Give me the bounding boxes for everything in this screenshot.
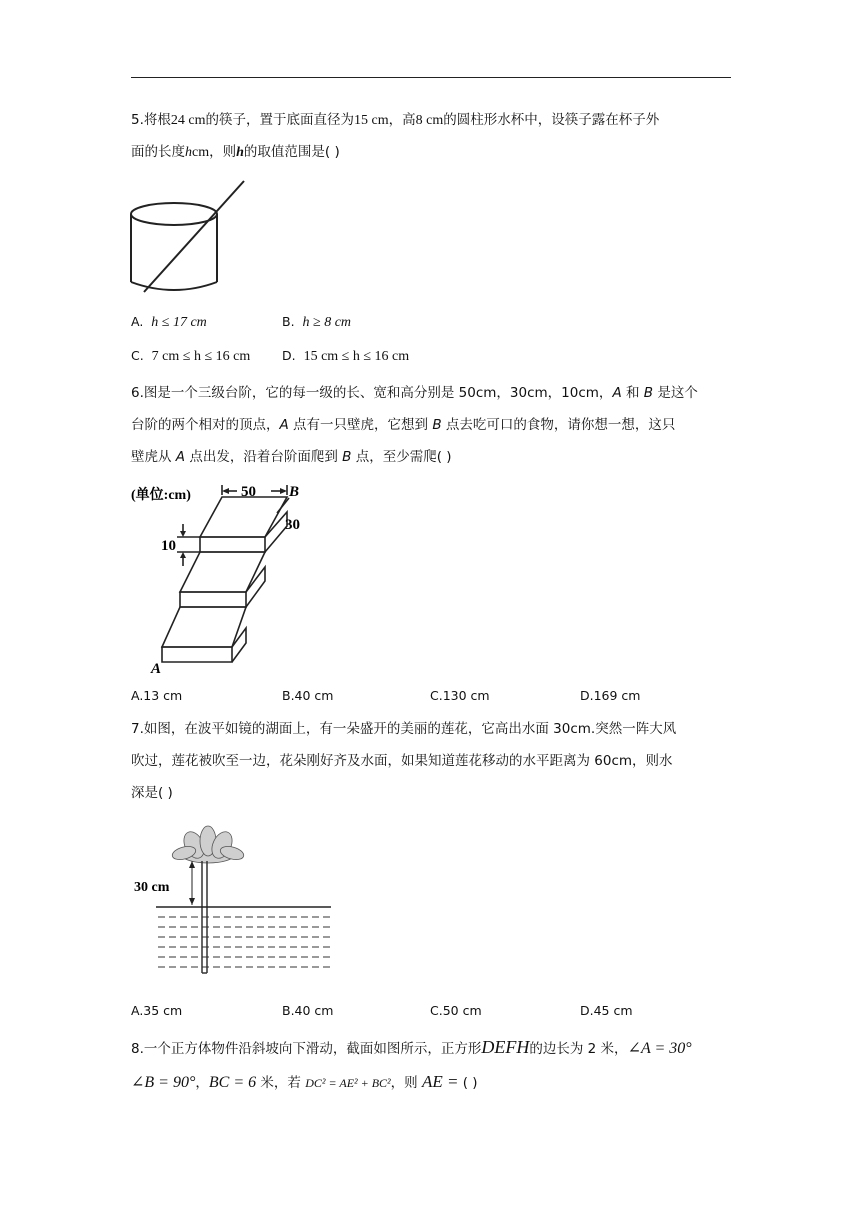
q7-option-d[interactable]: D.45 cm xyxy=(580,1003,633,1018)
text: 面的长度 xyxy=(131,144,185,160)
text: 台阶的两个相对的顶点， xyxy=(131,417,280,433)
option-value: h ≥ 8 cm xyxy=(302,315,352,330)
math: ∠B = 90° xyxy=(131,1074,196,1091)
math: 8 cm xyxy=(415,113,444,128)
q5-line1 xyxy=(131,108,731,133)
text: 6.图是一个三级台阶，它的每一级的长、宽和高分别是 50cm，30cm，10cm， xyxy=(131,385,613,401)
math: cm xyxy=(192,145,210,160)
text: 点出发，沿着台阶面爬到 xyxy=(185,449,343,465)
q6-line2 xyxy=(131,413,731,438)
q7-line2: 吹过，莲花被吹至一边，花朵刚好齐及水面，如果知道莲花移动的水平距离为 60cm，则水 xyxy=(131,753,673,769)
option-value: 15 cm ≤ h ≤ 16 cm xyxy=(303,349,410,364)
math: AE = xyxy=(421,1072,459,1091)
point-a-label: A xyxy=(151,661,162,675)
q6-option-c[interactable]: C.130 cm xyxy=(430,688,490,703)
point-label: A xyxy=(612,385,622,401)
point-label: B xyxy=(342,449,352,465)
option-letter: C. xyxy=(131,348,144,363)
math: 15 cm xyxy=(354,113,389,128)
height-above-water-label: 30 cm xyxy=(134,880,170,895)
text: 的圆柱形水杯中，设筷子露在杯子外 xyxy=(443,112,660,128)
text: 米，若 xyxy=(256,1075,306,1091)
height-label: 10 xyxy=(161,538,176,554)
q8-line2 xyxy=(131,1069,731,1096)
q7-line3: 深是( ) xyxy=(131,785,173,801)
q7-option-a[interactable]: A.35 cm xyxy=(131,1003,183,1018)
q5-option-c[interactable] xyxy=(131,348,250,365)
text: 8.一个正方体物件沿斜坡向下滑动，截面如图所示，正方形 xyxy=(131,1041,482,1057)
math: h xyxy=(185,145,192,160)
math: DC² = AE² + BC² xyxy=(305,1076,391,1090)
math: BC = 6 xyxy=(208,1074,257,1091)
text: 壁虎从 xyxy=(131,449,176,465)
text: 5.将根 xyxy=(131,112,171,128)
option-value: h ≤ 17 cm xyxy=(151,315,207,330)
q5-option-b[interactable] xyxy=(282,314,351,331)
q5-option-a[interactable] xyxy=(131,314,207,331)
q7-option-c[interactable]: C.50 cm xyxy=(430,1003,482,1018)
text: 点，至少需爬( ) xyxy=(351,449,452,465)
text: 点去吃可口的食物，请你想一想，这只 xyxy=(441,417,676,433)
q6-line1 xyxy=(131,381,731,406)
text: ，则 xyxy=(209,144,237,160)
text: ， xyxy=(195,1075,209,1091)
q6-option-d[interactable]: D.169 cm xyxy=(580,688,641,703)
point-label: B xyxy=(643,385,654,401)
q7-line1: 7.如图，在波平如镜的湖面上，有一朵盛开的美丽的莲花，它高出水面 30cm.突然一阵大风 xyxy=(131,721,677,737)
staircase-figure xyxy=(125,480,310,675)
option-value: 7 cm ≤ h ≤ 16 cm xyxy=(151,349,251,364)
text: ( ) xyxy=(462,1075,478,1091)
length-label: 50 xyxy=(241,484,256,500)
text: 的筷子，置于底面直径为 xyxy=(205,112,354,128)
option-letter: B. xyxy=(282,314,295,329)
q8-line1 xyxy=(131,1035,731,1062)
option-letter: A. xyxy=(131,314,144,329)
point-b-label: B xyxy=(289,484,300,500)
q7-option-b[interactable]: B.40 cm xyxy=(282,1003,334,1018)
text: ，高 xyxy=(388,112,416,128)
lotus-pond-figure xyxy=(128,825,343,980)
text: 是这个 xyxy=(653,385,698,401)
cup-chopstick-figure xyxy=(128,178,248,296)
math: DEFH xyxy=(481,1037,530,1057)
math: 24 cm xyxy=(170,113,206,128)
q6-option-b[interactable]: B.40 cm xyxy=(282,688,334,703)
point-label: A xyxy=(175,449,186,465)
q6-line3 xyxy=(131,445,731,470)
point-label: A xyxy=(279,417,289,433)
text: 的取值范围是( ) xyxy=(243,144,340,160)
math: h xyxy=(236,145,244,160)
text: 点有一只壁虎，它想到 xyxy=(288,417,433,433)
q6-option-a[interactable]: A.13 cm xyxy=(131,688,183,703)
option-letter: D. xyxy=(282,348,296,363)
text: 和 xyxy=(621,385,644,401)
unit-label: (单位:cm) xyxy=(131,488,191,503)
text: ，则 xyxy=(390,1075,422,1091)
text: 的边长为 2 米， xyxy=(529,1041,628,1057)
math: ∠A = 30° xyxy=(627,1040,692,1057)
header-rule xyxy=(131,77,731,78)
width-label: 30 xyxy=(285,517,300,533)
q5-option-d[interactable] xyxy=(282,348,409,365)
q5-line2 xyxy=(131,140,731,165)
point-label: B xyxy=(432,417,442,433)
